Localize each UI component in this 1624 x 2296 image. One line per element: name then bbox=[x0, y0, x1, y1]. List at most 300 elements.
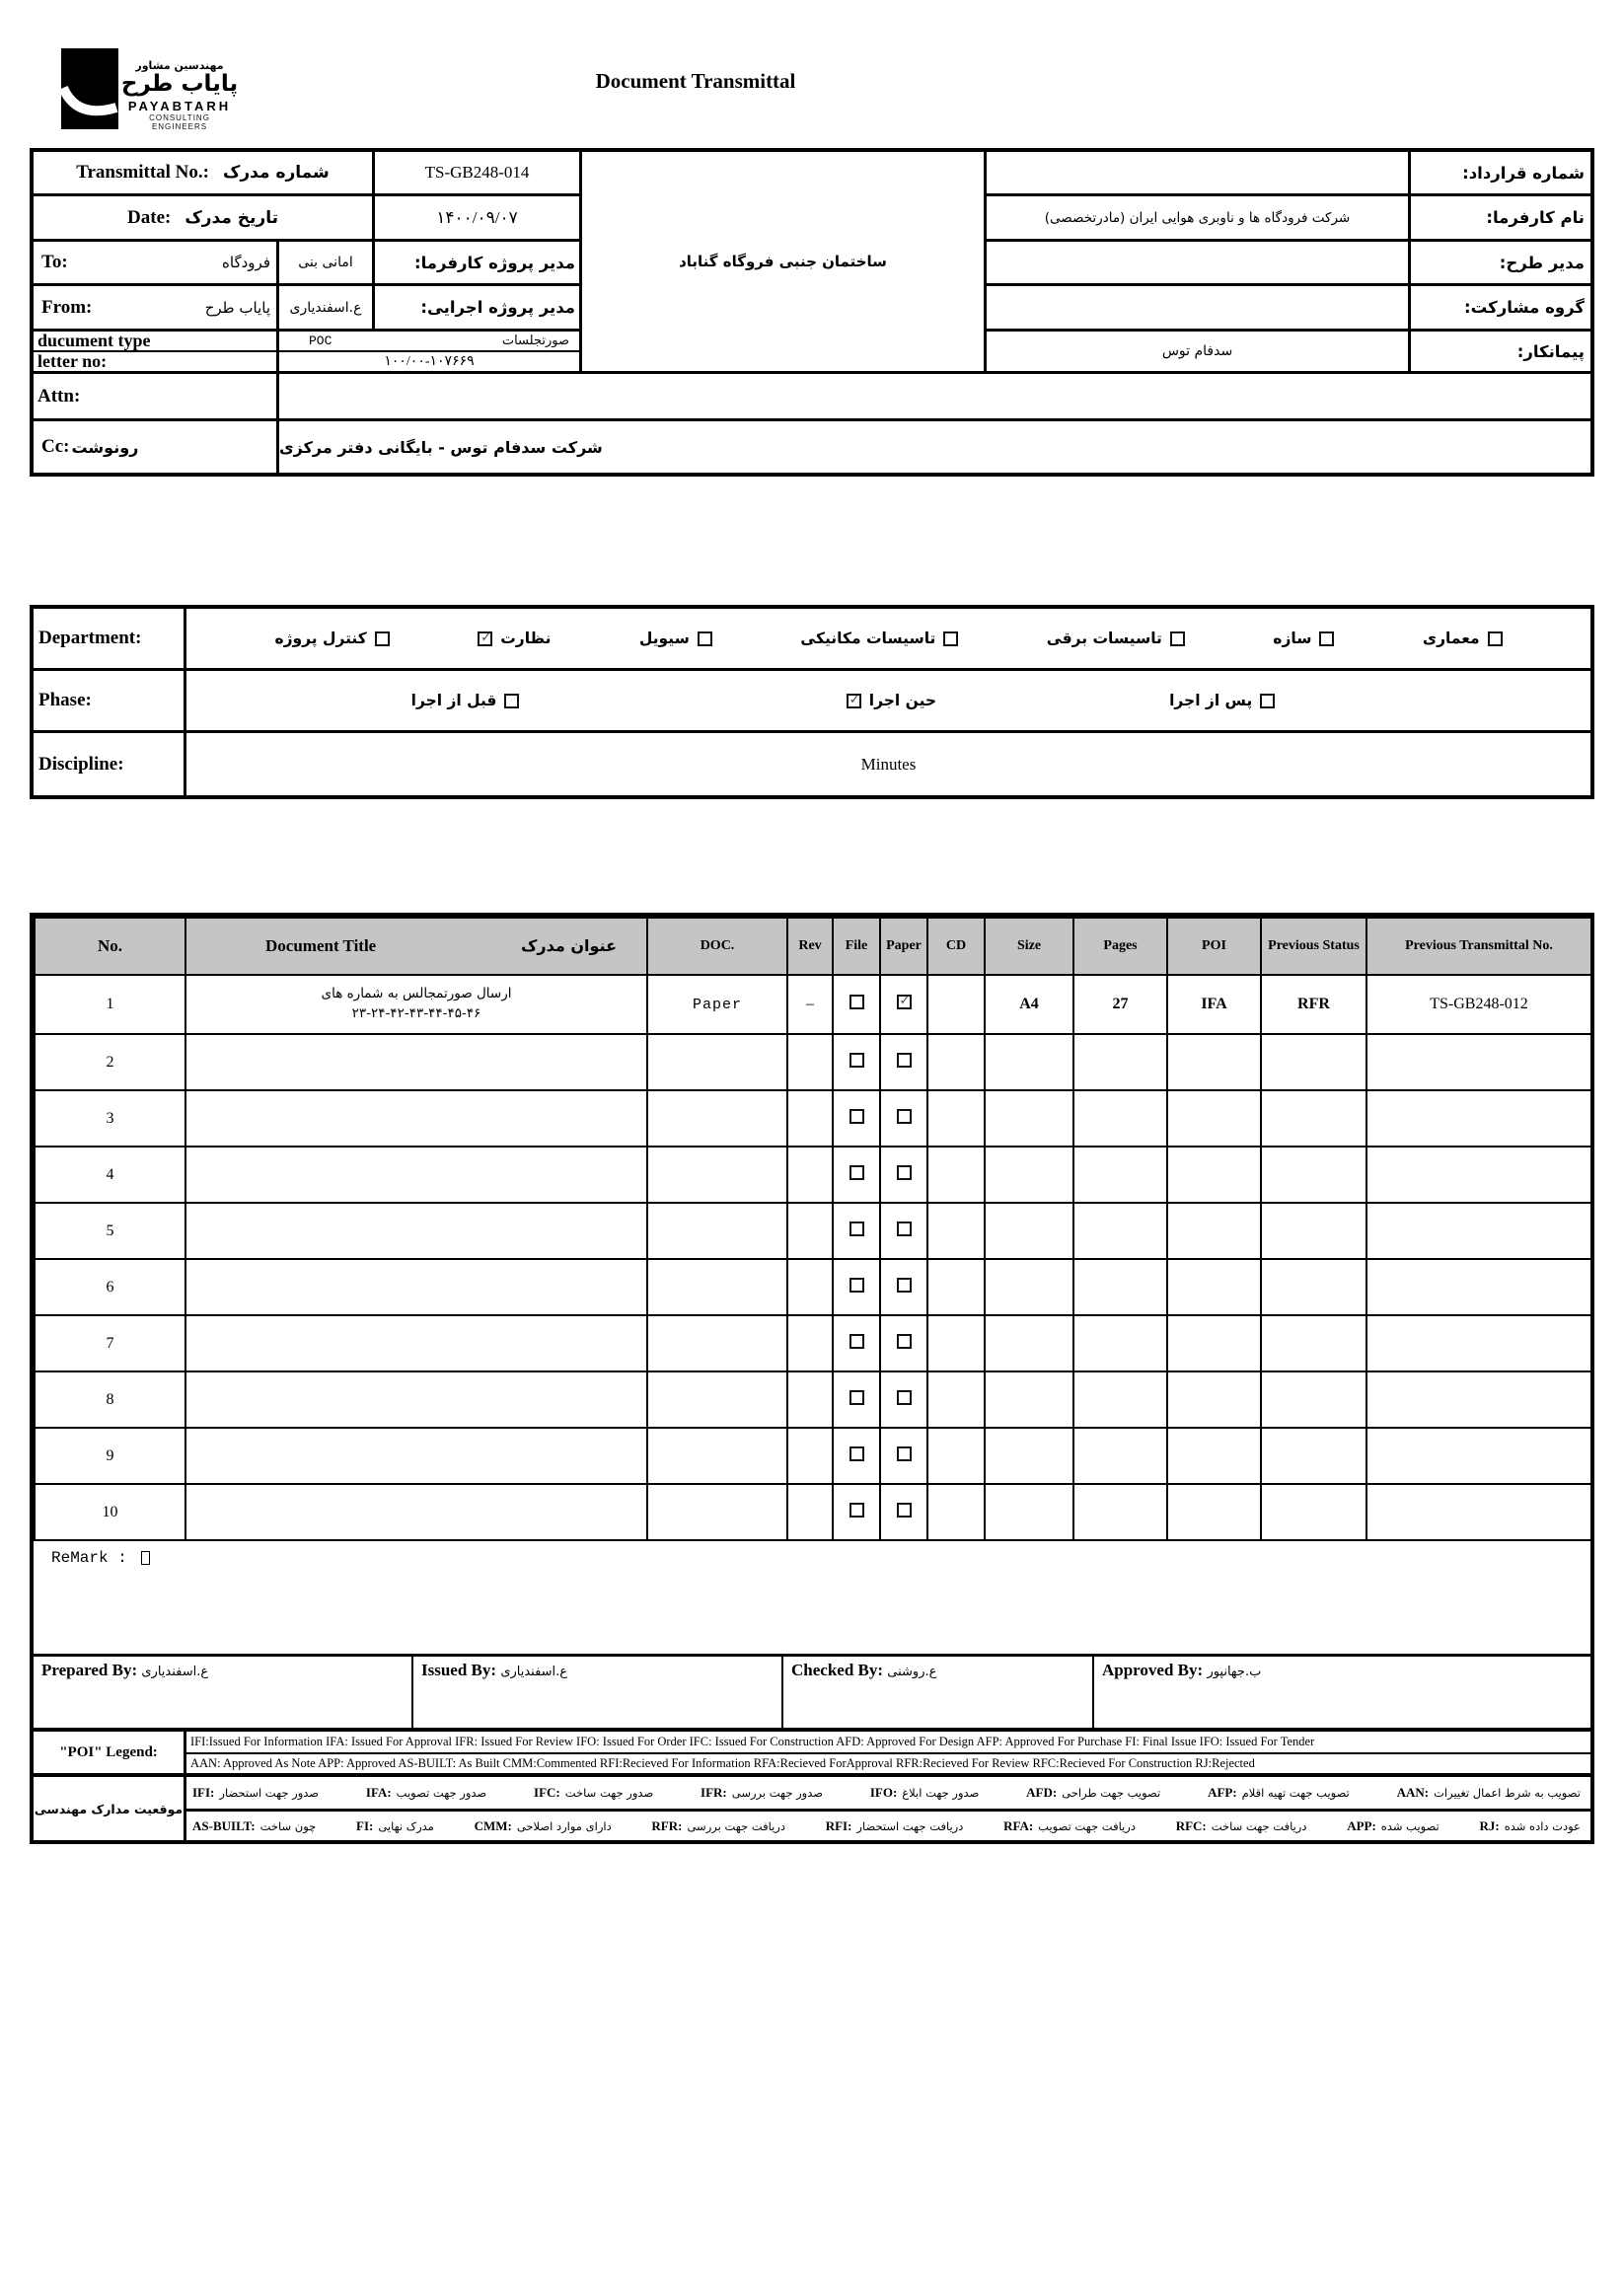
cell-no: 1 bbox=[35, 975, 185, 1034]
prepared-by-value: ع.اسفندیاری bbox=[141, 1665, 209, 1679]
cell-pages: 27 bbox=[1073, 975, 1167, 1034]
empty-checkbox[interactable] bbox=[897, 1053, 912, 1068]
cell-prev-transmittal bbox=[1366, 1090, 1591, 1147]
document-row bbox=[35, 1203, 1591, 1259]
checkbox-option[interactable] bbox=[639, 630, 712, 647]
fa-legend-item-tag: AFD: bbox=[1026, 1785, 1058, 1800]
checkbox-option-label: نظارت bbox=[500, 630, 552, 647]
empty-checkbox[interactable] bbox=[943, 631, 958, 646]
page-title: Document Transmittal bbox=[595, 69, 796, 93]
cell-prev-status bbox=[1261, 1147, 1366, 1203]
cell-title[interactable] bbox=[185, 1371, 647, 1428]
checked-by-field bbox=[783, 1657, 1094, 1728]
brand-en-sub: CONSULTING ENGINEERS bbox=[149, 113, 210, 132]
client-pm-value: امانی بنی bbox=[279, 242, 375, 286]
approved-by-field bbox=[1094, 1657, 1590, 1728]
department-options bbox=[186, 609, 1590, 671]
col-prev-status: Previous Status bbox=[1261, 918, 1366, 975]
col-rev: Rev bbox=[787, 918, 833, 975]
fa-legend-item-tag: RFC: bbox=[1175, 1817, 1207, 1833]
brand-fa-name: پایاب طرح bbox=[120, 71, 239, 97]
cell-poi bbox=[1167, 1090, 1261, 1147]
empty-checkbox[interactable] bbox=[897, 1390, 912, 1405]
empty-checkbox[interactable] bbox=[1260, 694, 1275, 708]
fa-legend-body bbox=[186, 1777, 1590, 1840]
empty-checkbox[interactable] bbox=[897, 1222, 912, 1236]
document-type-value bbox=[279, 332, 582, 352]
client-name-label: نام کارفرما: bbox=[1411, 196, 1590, 242]
document-row bbox=[35, 1315, 1591, 1371]
phase-label: Phase: bbox=[34, 671, 186, 733]
empty-checkbox[interactable] bbox=[375, 631, 390, 646]
cc-label-fa: رونوشت bbox=[71, 437, 139, 457]
empty-checkbox[interactable] bbox=[1170, 631, 1185, 646]
cell-no: 7 bbox=[35, 1315, 185, 1371]
checkbox-option[interactable] bbox=[800, 630, 958, 647]
checkbox-option[interactable] bbox=[478, 630, 551, 647]
date-value: ۱۴۰۰/۰۹/۰۷ bbox=[375, 196, 582, 242]
cell-size bbox=[985, 1428, 1073, 1484]
col-doc: DOC. bbox=[647, 918, 787, 975]
empty-checkbox[interactable] bbox=[849, 1278, 864, 1293]
cc-value[interactable]: شرکت سدفام توس - بایگانی دفتر مرکزی bbox=[279, 437, 603, 457]
cell-size bbox=[985, 1147, 1073, 1203]
cell-file-checkbox bbox=[833, 1315, 880, 1371]
poi-legend-body bbox=[186, 1732, 1590, 1773]
cell-title[interactable] bbox=[185, 1203, 647, 1259]
cell-file-checkbox bbox=[833, 1428, 880, 1484]
cell-prev-transmittal bbox=[1366, 1034, 1591, 1090]
fa-legend-item-text: تصویب جهت طراحی bbox=[1062, 1786, 1161, 1800]
empty-checkbox[interactable] bbox=[849, 1053, 864, 1068]
to-field bbox=[34, 242, 279, 286]
cell-title[interactable] bbox=[185, 1315, 647, 1371]
cell-no: 4 bbox=[35, 1147, 185, 1203]
checked-checkbox[interactable] bbox=[897, 995, 912, 1009]
partnership-group-value[interactable] bbox=[987, 286, 1411, 332]
cell-poi bbox=[1167, 1259, 1261, 1315]
empty-checkbox[interactable] bbox=[849, 1503, 864, 1518]
prepared-by-label: Prepared By: bbox=[41, 1661, 138, 1679]
cell-no: 2 bbox=[35, 1034, 185, 1090]
brand-fa-top: مهندسین مشاور bbox=[135, 59, 224, 72]
fa-legend-item-tag: IFR: bbox=[701, 1785, 727, 1800]
cell-no: 9 bbox=[35, 1428, 185, 1484]
discipline-field bbox=[186, 733, 1590, 795]
fa-legend-item-text: صدور جهت ساخت bbox=[564, 1786, 654, 1800]
cell-cd bbox=[927, 1315, 985, 1371]
col-size: Size bbox=[985, 918, 1073, 975]
cell-pages bbox=[1073, 1034, 1167, 1090]
fa-legend-item bbox=[701, 1785, 823, 1801]
issued-by-field bbox=[413, 1657, 783, 1728]
col-file: File bbox=[833, 918, 880, 975]
empty-checkbox[interactable] bbox=[849, 1390, 864, 1405]
fa-legend-item-text: چون ساخت bbox=[259, 1818, 317, 1833]
fa-legend-item-tag: IFA: bbox=[365, 1785, 392, 1800]
cell-title[interactable] bbox=[185, 1259, 647, 1315]
cell-size: A4 bbox=[985, 975, 1073, 1034]
cell-prev-status bbox=[1261, 1259, 1366, 1315]
cell-no: 3 bbox=[35, 1090, 185, 1147]
cell-paper-checkbox bbox=[880, 1203, 927, 1259]
poi-legend-line2: AAN: Approved As Note APP: Approved AS-BUILT: As Built CMM:Commented RFI:Recieved For Information RFA:Recieved ForApproval RFR:Recieved For Review RFC:Recieved For Construction RJ:Rejected bbox=[186, 1752, 1590, 1773]
col-pages: Pages bbox=[1073, 918, 1167, 975]
cell-cd bbox=[927, 1147, 985, 1203]
cell-paper-checkbox bbox=[880, 1147, 927, 1203]
cell-cd bbox=[927, 1034, 985, 1090]
documents-table-header-row bbox=[35, 918, 1591, 975]
fa-legend-item-text: دریافت جهت تصویب bbox=[1038, 1818, 1136, 1833]
empty-checkbox[interactable] bbox=[849, 1334, 864, 1349]
cell-rev bbox=[787, 1034, 833, 1090]
cell-file-checkbox bbox=[833, 1371, 880, 1428]
cell-size bbox=[985, 1203, 1073, 1259]
cell-file-checkbox bbox=[833, 1090, 880, 1147]
cell-file-checkbox bbox=[833, 1259, 880, 1315]
fa-legend-item bbox=[1176, 1818, 1307, 1834]
document-type-label: ducument type bbox=[34, 332, 279, 352]
cell-prev-transmittal bbox=[1366, 1371, 1591, 1428]
client-pm-label: مدیر پروژه کارفرما: bbox=[375, 242, 582, 286]
cell-doc-type bbox=[647, 1259, 787, 1315]
attn-label: Attn: bbox=[34, 374, 279, 421]
document-row bbox=[35, 1428, 1591, 1484]
cell-prev-status bbox=[1261, 1315, 1366, 1371]
cell-pages bbox=[1073, 1428, 1167, 1484]
fa-legend-item-text: مدرک نهایی bbox=[378, 1818, 434, 1833]
fa-legend-item-text: دریافت جهت بررسی bbox=[687, 1818, 785, 1833]
document-row bbox=[35, 1484, 1591, 1540]
cell-doc-type bbox=[647, 1147, 787, 1203]
fa-legend-item-text: دارای موارد اصلاحی bbox=[516, 1818, 612, 1833]
company-brand bbox=[120, 59, 239, 131]
empty-checkbox[interactable] bbox=[504, 694, 519, 708]
cell-cd bbox=[927, 1203, 985, 1259]
cell-doc-type bbox=[647, 1428, 787, 1484]
cc-label: Cc: bbox=[41, 436, 70, 457]
letter-no-value: ۱۰۰/۰۰-۱۰۷۶۶۹ bbox=[279, 352, 582, 374]
cell-prev-status: RFR bbox=[1261, 975, 1366, 1034]
checkbox-option[interactable] bbox=[1169, 692, 1275, 709]
fa-legend-item-text: صدور جهت بررسی bbox=[731, 1786, 824, 1800]
cell-rev bbox=[787, 1203, 833, 1259]
cell-paper-checkbox bbox=[880, 1315, 927, 1371]
checkbox-option[interactable] bbox=[1047, 630, 1185, 647]
checkbox-option-label: سیویل bbox=[638, 630, 690, 647]
cell-doc-type bbox=[647, 1090, 787, 1147]
cell-doc-type bbox=[647, 1484, 787, 1540]
cell-rev: – bbox=[787, 975, 833, 1034]
cell-title[interactable] bbox=[185, 1090, 647, 1147]
poi-legend-line1: IFI:Issued For Information IFA: Issued For Approval IFR: Issued For Review IFO: Issued For Order IFC: Issued For Construction AFD: Approved For Design AFP: Approved For Purchase FI: Final Issue IFO: Issued For Tender bbox=[190, 1735, 1315, 1748]
logo-swoosh-icon bbox=[61, 48, 118, 129]
fa-legend bbox=[34, 1777, 1590, 1840]
cell-file-checkbox bbox=[833, 1203, 880, 1259]
cell-prev-transmittal bbox=[1366, 1428, 1591, 1484]
empty-checkbox[interactable] bbox=[849, 1165, 864, 1180]
checkbox-option[interactable] bbox=[847, 692, 936, 709]
remark-checkbox[interactable] bbox=[141, 1551, 150, 1565]
cell-title[interactable] bbox=[185, 1484, 647, 1540]
checkbox-option-label: پس از اجرا bbox=[1169, 692, 1253, 709]
checkbox-option-label: قبل از اجرا bbox=[410, 692, 497, 709]
checkbox-option[interactable] bbox=[1423, 630, 1503, 647]
fa-legend-line2 bbox=[186, 1809, 1590, 1840]
fa-legend-item-text: صدور جهت تصویب bbox=[396, 1786, 487, 1800]
fa-legend-item-tag: FI: bbox=[356, 1817, 374, 1833]
checked-by-label: Checked By: bbox=[791, 1661, 884, 1679]
cell-prev-status bbox=[1261, 1203, 1366, 1259]
document-row bbox=[35, 1147, 1591, 1203]
fa-legend-item bbox=[534, 1785, 653, 1801]
empty-checkbox[interactable] bbox=[897, 1278, 912, 1293]
cc-field bbox=[34, 421, 279, 473]
cell-prev-status bbox=[1261, 1484, 1366, 1540]
cell-poi bbox=[1167, 1203, 1261, 1259]
cell-title[interactable] bbox=[185, 1147, 647, 1203]
fa-legend-item bbox=[356, 1818, 434, 1834]
transmittal-info-table bbox=[30, 148, 1594, 477]
fa-legend-item-text: دریافت جهت استحضار bbox=[856, 1818, 964, 1833]
cell-cd bbox=[927, 975, 985, 1034]
prepared-by-field bbox=[34, 1657, 413, 1728]
approved-by-label: Approved By: bbox=[1102, 1661, 1204, 1679]
cell-doc-type: Paper bbox=[647, 975, 787, 1034]
cell-pages bbox=[1073, 1315, 1167, 1371]
cell-rev bbox=[787, 1259, 833, 1315]
cell-poi bbox=[1167, 1484, 1261, 1540]
phase-options bbox=[186, 671, 1590, 733]
contractor-label: پیمانکار: bbox=[1411, 332, 1590, 374]
cell-prev-transmittal bbox=[1366, 1203, 1591, 1259]
document-row bbox=[35, 1259, 1591, 1315]
cell-pages bbox=[1073, 1147, 1167, 1203]
cell-no: 8 bbox=[35, 1371, 185, 1428]
document-row bbox=[35, 1371, 1591, 1428]
remark-label: ReMark : bbox=[51, 1549, 127, 1567]
issued-by-label: Issued By: bbox=[421, 1661, 497, 1679]
fa-legend-item-text: تصویب جهت تهیه اقلام bbox=[1241, 1786, 1350, 1800]
cell-poi bbox=[1167, 1315, 1261, 1371]
checkbox-option-label: کنترل پروژه bbox=[274, 630, 367, 647]
cell-doc-type bbox=[647, 1315, 787, 1371]
col-cd: CD bbox=[927, 918, 985, 975]
cell-paper-checkbox bbox=[880, 1090, 927, 1147]
discipline-label: Discipline: bbox=[34, 733, 186, 795]
fa-legend-item-tag: AS-BUILT: bbox=[192, 1817, 256, 1833]
cell-cd bbox=[927, 1090, 985, 1147]
cell-size bbox=[985, 1090, 1073, 1147]
cell-size bbox=[985, 1315, 1073, 1371]
empty-checkbox[interactable] bbox=[849, 995, 864, 1009]
cell-title[interactable] bbox=[185, 1034, 647, 1090]
fa-legend-line1 bbox=[186, 1777, 1590, 1809]
cell-paper-checkbox bbox=[880, 1428, 927, 1484]
cell-cd bbox=[927, 1428, 985, 1484]
cell-prev-transmittal bbox=[1366, 1147, 1591, 1203]
issued-by-value: ع.اسفندیاری bbox=[500, 1665, 568, 1679]
cell-rev bbox=[787, 1090, 833, 1147]
empty-checkbox[interactable] bbox=[849, 1446, 864, 1461]
remark-field[interactable] bbox=[34, 1541, 1590, 1657]
checked-checkbox[interactable] bbox=[847, 694, 861, 708]
fa-legend-item bbox=[366, 1785, 486, 1801]
cell-size bbox=[985, 1034, 1073, 1090]
cell-poi bbox=[1167, 1428, 1261, 1484]
poi-legend-label: "POI" Legend: bbox=[34, 1732, 186, 1773]
cell-rev bbox=[787, 1484, 833, 1540]
empty-checkbox[interactable] bbox=[849, 1222, 864, 1236]
cell-prev-status bbox=[1261, 1090, 1366, 1147]
checkbox-option[interactable] bbox=[1273, 630, 1334, 647]
transmittal-no-value: TS-GB248-014 bbox=[375, 152, 582, 196]
cell-pages bbox=[1073, 1090, 1167, 1147]
cell-rev bbox=[787, 1147, 833, 1203]
fa-legend-item-text: صدور جهت ابلاغ bbox=[902, 1786, 980, 1800]
attn-value[interactable] bbox=[279, 374, 1590, 421]
checked-checkbox[interactable] bbox=[478, 631, 492, 646]
fa-legend-item-tag: RFR: bbox=[651, 1817, 683, 1833]
from-value: پایاب طرح bbox=[204, 298, 270, 317]
cell-no: 10 bbox=[35, 1484, 185, 1540]
cell-paper-checkbox bbox=[880, 1371, 927, 1428]
cell-title[interactable] bbox=[185, 1428, 647, 1484]
col-title: Document Title عنوان مدرک bbox=[185, 918, 647, 975]
cell-poi bbox=[1167, 1371, 1261, 1428]
cell-prev-transmittal bbox=[1366, 1315, 1591, 1371]
fa-legend-item-text: دریافت جهت ساخت bbox=[1211, 1818, 1307, 1833]
cell-paper-checkbox bbox=[880, 1484, 927, 1540]
cell-paper-checkbox bbox=[880, 975, 927, 1034]
signatures-row bbox=[34, 1657, 1590, 1732]
cell-prev-transmittal bbox=[1366, 1259, 1591, 1315]
cell-pages bbox=[1073, 1259, 1167, 1315]
fa-legend-item-text: عودت داده شده bbox=[1504, 1818, 1581, 1833]
transmittal-no-label: Transmittal No.: شماره مدرک bbox=[34, 152, 375, 196]
discipline-value: Minutes bbox=[860, 754, 917, 774]
company-logo bbox=[61, 48, 118, 129]
contract-no-label: شماره قرارداد: bbox=[1411, 152, 1590, 196]
fa-legend-item-text: صدور جهت استحضار bbox=[219, 1786, 320, 1800]
documents-table bbox=[34, 917, 1592, 1541]
checkbox-option-label: تاسیسات برقی bbox=[1046, 630, 1162, 647]
fa-legend-item-text: تصویب به شرط اعمال تغییرات bbox=[1434, 1786, 1581, 1800]
to-label: To: bbox=[41, 252, 68, 272]
cell-paper-checkbox bbox=[880, 1034, 927, 1090]
letter-no-label: letter no: bbox=[34, 352, 279, 374]
cell-size bbox=[985, 1484, 1073, 1540]
cell-cd bbox=[927, 1371, 985, 1428]
empty-checkbox[interactable] bbox=[698, 631, 712, 646]
fa-legend-item bbox=[870, 1785, 980, 1801]
cell-file-checkbox bbox=[833, 975, 880, 1034]
cell-rev bbox=[787, 1428, 833, 1484]
fa-legend-item bbox=[1347, 1818, 1439, 1834]
col-prev-transmittal: Previous Transmittal No. bbox=[1366, 918, 1591, 975]
fa-legend-item bbox=[192, 1818, 316, 1834]
exec-pm-value: ع.اسفندیاری bbox=[279, 286, 375, 332]
cell-prev-status bbox=[1261, 1428, 1366, 1484]
empty-checkbox[interactable] bbox=[897, 1109, 912, 1124]
cell-file-checkbox bbox=[833, 1484, 880, 1540]
design-manager-label: مدیر طرح: bbox=[1411, 242, 1590, 286]
cell-poi: IFA bbox=[1167, 975, 1261, 1034]
cell-cd bbox=[927, 1484, 985, 1540]
fa-legend-item bbox=[192, 1785, 319, 1801]
checkbox-option[interactable] bbox=[274, 630, 389, 647]
client-name-value: شرکت فرودگاه ها و ناوبری هوایی ایران (مادرتخصصی) bbox=[987, 196, 1411, 242]
fa-legend-item bbox=[826, 1818, 964, 1834]
classification-table bbox=[30, 605, 1594, 799]
cell-cd bbox=[927, 1259, 985, 1315]
empty-checkbox[interactable] bbox=[897, 1165, 912, 1180]
col-poi: POI bbox=[1167, 918, 1261, 975]
fa-legend-item bbox=[1479, 1818, 1580, 1834]
fa-legend-item bbox=[1003, 1818, 1136, 1834]
checkbox-option-label: سازه bbox=[1273, 630, 1312, 647]
empty-checkbox[interactable] bbox=[1488, 631, 1503, 646]
fa-legend-item-tag: AFP: bbox=[1208, 1785, 1237, 1800]
empty-checkbox[interactable] bbox=[1319, 631, 1334, 646]
from-field bbox=[34, 286, 279, 332]
document-row bbox=[35, 1034, 1591, 1090]
col-no: No. bbox=[35, 918, 185, 975]
fa-legend-label: موقعیت مدارک مهندسی bbox=[34, 1777, 186, 1840]
empty-checkbox[interactable] bbox=[897, 1334, 912, 1349]
checkbox-option[interactable] bbox=[411, 692, 520, 709]
document-row bbox=[35, 1090, 1591, 1147]
cell-rev bbox=[787, 1371, 833, 1428]
contract-no-value[interactable] bbox=[987, 152, 1411, 196]
fa-legend-item-tag: IFC: bbox=[534, 1785, 560, 1800]
cell-prev-status bbox=[1261, 1371, 1366, 1428]
cell-pages bbox=[1073, 1484, 1167, 1540]
empty-checkbox[interactable] bbox=[849, 1109, 864, 1124]
empty-checkbox[interactable] bbox=[897, 1503, 912, 1518]
contractor-value: سدفام توس bbox=[987, 332, 1411, 374]
document-type-fa: صورتجلسات bbox=[501, 333, 569, 348]
project-name: ساختمان جنبی فروگاه گناباد bbox=[582, 152, 987, 374]
cell-poi bbox=[1167, 1147, 1261, 1203]
fa-legend-item bbox=[1397, 1785, 1581, 1801]
checkbox-option-label: تاسیسات مکانیکی bbox=[800, 630, 936, 647]
col-paper: Paper bbox=[880, 918, 927, 975]
poi-legend bbox=[34, 1732, 1590, 1777]
design-manager-value[interactable] bbox=[987, 242, 1411, 286]
cell-poi bbox=[1167, 1034, 1261, 1090]
fa-legend-item-tag: RFI: bbox=[825, 1817, 852, 1833]
to-value: فرودگاه bbox=[222, 254, 270, 271]
brand-en-name: PAYABTARH bbox=[127, 99, 232, 114]
fa-legend-item-tag: AAN: bbox=[1396, 1785, 1430, 1800]
cell-pages bbox=[1073, 1203, 1167, 1259]
cell-size bbox=[985, 1371, 1073, 1428]
cell-no: 6 bbox=[35, 1259, 185, 1315]
cell-title[interactable]: ارسال صورتمجالس به شماره های ۲۳-۲۴-۴۲-۴۳-۴۴-۴۵-۴۶ bbox=[185, 975, 647, 1034]
approved-by-value: ب.جهانپور bbox=[1207, 1665, 1262, 1679]
from-label: From: bbox=[41, 296, 93, 318]
checked-by-value: ع.روشنی bbox=[887, 1665, 937, 1679]
cell-size bbox=[985, 1259, 1073, 1315]
cell-doc-type bbox=[647, 1034, 787, 1090]
fa-legend-item-tag: IFO: bbox=[869, 1785, 898, 1800]
empty-checkbox[interactable] bbox=[897, 1446, 912, 1461]
cell-doc-type bbox=[647, 1203, 787, 1259]
document-type-code: POC bbox=[309, 333, 332, 348]
cell-doc-type bbox=[647, 1371, 787, 1428]
fa-legend-item-tag: CMM: bbox=[474, 1817, 512, 1833]
